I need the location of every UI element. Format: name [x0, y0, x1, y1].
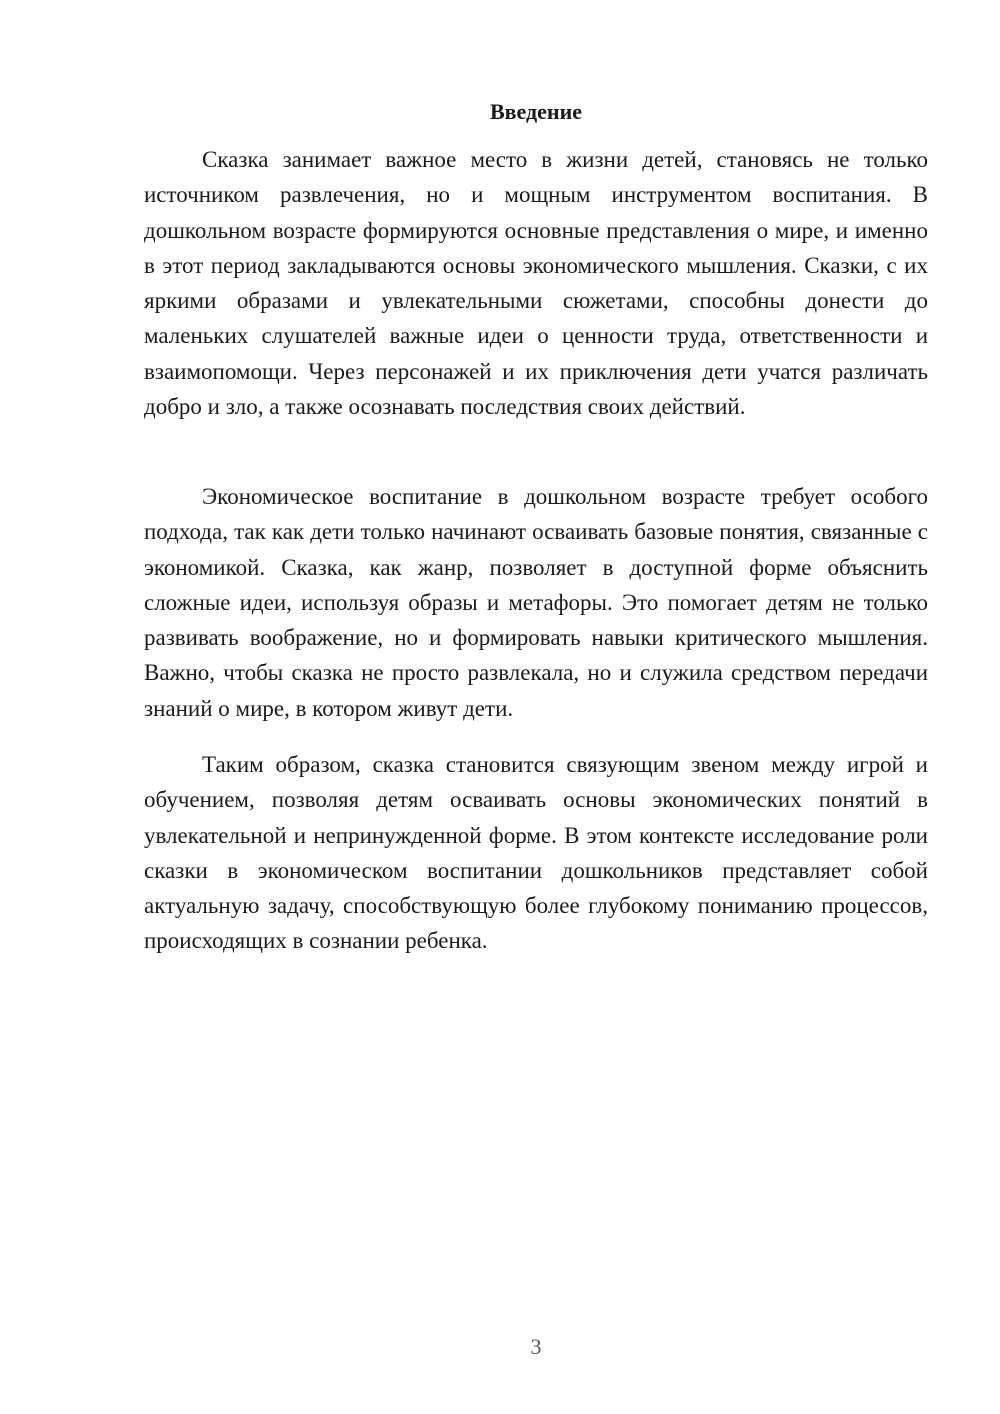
paragraph-intro: Сказка занимает важное место в жизни детей, становясь не только источником развлечения, но и мощным инструментом воспитания. В дошкольном возрасте формируются основные представления о мире, и именно в этот период закладываются основы экономического мышления. Сказки, с их яркими образами и увлекательными сюжетами, способны донести до маленьких слушателей важные идеи о ценности труда, ответственности и взаимопомощи. Через персонажей и их приключения дети учатся различать добро и зло, а также осознавать последствия своих действий. — [144, 147, 928, 420]
paragraph-conclusion: Таким образом, сказка становится связующим звеном между игрой и обучением, позволяя детям осваивать основы экономических понятий в увлекательной и непринужденной форме. В этом контексте исследование роли сказки в экономическом воспитании дошкольников представляет собой актуальную задачу, способствующую более глубокому пониманию процессов, происходящих в сознании ребенка. — [144, 752, 928, 954]
paragraph-economic-education: Экономическое воспитание в дошкольном возрасте требует особого подхода, так как дети только начинают осваивать базовые понятия, связанные с экономикой. Сказка, как жанр, позволяет в доступной форме объяснить сложные идеи, используя образы и метафоры. Это помогает детям не только развивать воображение, но и формировать навыки критического мышления. Важно, чтобы сказка не просто развлекала, но и служила средством передачи знаний о мире, в котором живут дети. — [144, 484, 928, 721]
page-title: Введение — [489, 99, 583, 124]
page-number: 3 — [530, 1334, 542, 1359]
